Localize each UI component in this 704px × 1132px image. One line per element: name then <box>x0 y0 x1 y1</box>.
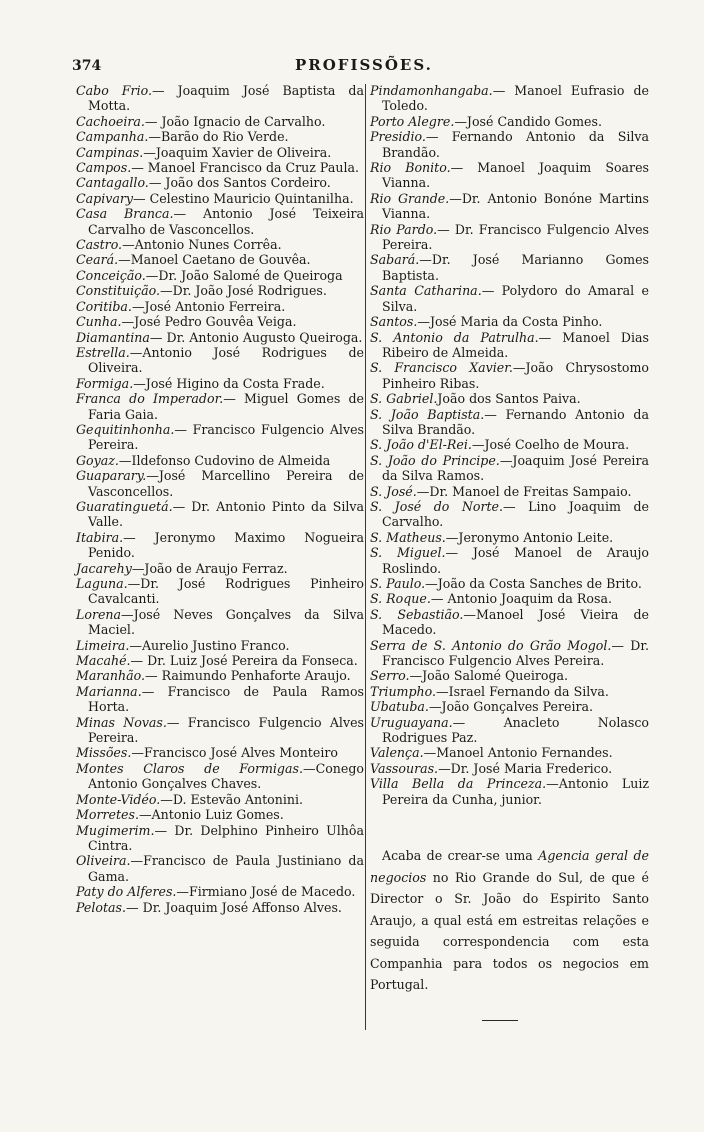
directory-entry <box>370 453 649 484</box>
entry-place: S. João Baptista. <box>370 406 485 422</box>
entry-place: Guaparary. <box>76 468 147 484</box>
entry-place: Serro. <box>370 668 410 684</box>
directory-entry <box>76 684 364 715</box>
entry-place: Macahé. <box>76 653 131 669</box>
entry-place: S. Miguel. <box>370 545 446 561</box>
directory-entry <box>370 360 649 391</box>
entry-place: Jacarehy <box>76 560 132 576</box>
entry-place: Lorena <box>76 606 122 622</box>
directory-entry <box>370 191 649 222</box>
entry-person: — Manoel Joaquim Soares Vianna. <box>382 160 649 191</box>
entry-person: —José Pedro Gouvêa Veiga. <box>121 314 297 330</box>
directory-entry <box>370 437 649 452</box>
directory-entry <box>370 684 649 699</box>
entry-place: Maranhão. <box>76 668 146 684</box>
directory-entry <box>76 745 364 760</box>
entry-place: Campos. <box>76 160 132 176</box>
entry-place: Goyaz. <box>76 452 119 468</box>
entry-place: Campinas. <box>76 144 144 160</box>
agency-notice <box>370 845 649 996</box>
directory-entry <box>370 699 649 714</box>
entry-place: Cunha. <box>76 314 122 330</box>
entry-place: Gequitinhonha. <box>76 421 175 437</box>
entry-place: Campanha. <box>76 129 149 145</box>
directory-entry <box>76 792 364 807</box>
entry-place: Presidio. <box>370 129 426 145</box>
entry-place: S. Antonio da Patrulha. <box>370 329 539 345</box>
running-title: PROFISSÕES. <box>295 56 433 74</box>
entry-person: — José Manoel de Araujo Roslindo. <box>382 545 650 576</box>
entry-place: Sabará. <box>370 252 420 268</box>
entry-place: Mugimerim. <box>76 822 155 838</box>
directory-entry <box>76 191 364 206</box>
entry-person: — Dr. Antonio Pinto da Silva Valle. <box>88 498 364 530</box>
entry-person: — Polydoro do Amaral e Silva. <box>382 283 649 314</box>
entry-place: Morretes. <box>76 807 139 823</box>
directory-entry <box>370 160 649 191</box>
directory-entry <box>76 391 364 422</box>
entry-place: Serra de S. Antonio do Grão Mogol. <box>370 637 612 653</box>
entry-person: —Antonio Luiz Gomes. <box>138 807 284 823</box>
directory-entry <box>370 530 649 545</box>
directory-entry <box>76 807 364 822</box>
entry-person: —Israel Fernando da Silva. <box>436 683 609 699</box>
entry-person: —Dr. José Rodrigues Pinheiro Cavalcanti. <box>88 576 364 607</box>
directory-entry <box>370 484 649 499</box>
entry-person: —José Neves Gonçalves da Silva Maciel. <box>88 606 364 638</box>
entry-place: S. Matheus. <box>370 529 446 545</box>
end-rule <box>482 1020 518 1021</box>
entry-place: Monte-Vidéo. <box>76 791 161 807</box>
entry-place: Conceição. <box>76 267 146 283</box>
entry-place: S. João do Principe. <box>370 452 500 468</box>
entry-person: —Joaquim Xavier de Oliveira. <box>143 144 332 160</box>
entry-person: —Conego Antonio Gonçalves Chaves. <box>88 760 364 792</box>
entry-place: Guaratinguetá. <box>76 498 173 514</box>
entry-place: Constituição. <box>76 283 161 299</box>
entry-person: —José Coelho de Moura. <box>471 437 630 453</box>
entry-person: —Joaquim José Pereira da Silva Ramos. <box>382 452 649 484</box>
directory-entry <box>76 453 364 468</box>
entry-person: — Jeronymo Maximo Nogueira Penido. <box>88 529 364 561</box>
directory-entry <box>76 900 364 915</box>
directory-entry <box>76 268 364 283</box>
entry-person: —Antonio Luiz Pereira da Cunha, junior. <box>382 776 649 807</box>
directory-entry <box>76 252 364 267</box>
entry-place: Paty do Alferes. <box>76 884 177 900</box>
entry-place: Santa Catharina. <box>370 283 482 299</box>
entry-person: — Lino Joaquim de Carvalho. <box>382 498 649 530</box>
entry-person: —Francisco José Alves Monteiro <box>131 745 338 761</box>
entry-person: —Aurelio Justino Franco. <box>129 637 290 653</box>
directory-entry <box>76 175 364 190</box>
directory-entry <box>76 114 364 129</box>
entry-person: —Manoel Antonio Fernandes. <box>423 745 613 761</box>
notice-text-italic: Agencia geral de negocios <box>370 848 650 885</box>
directory-entry <box>76 607 364 638</box>
entry-place: Villa Bella da Princeza. <box>370 776 547 792</box>
entry-place: Capivary <box>76 190 133 206</box>
entry-place: Montes Claros de Formigas. <box>76 760 303 776</box>
directory-entry <box>76 576 364 607</box>
entry-person: —Manoel José Vieira de Macedo. <box>382 606 649 638</box>
entry-person: — Anacleto Nolasco Rodrigues Paz. <box>382 714 649 746</box>
entry-person: — Dr. Delphino Pinheiro Ulhôa Cintra. <box>88 822 364 853</box>
directory-entry <box>370 607 649 638</box>
entry-place: S. José. <box>370 483 417 499</box>
entry-place: Ceará. <box>76 252 119 268</box>
directory-entry <box>76 345 364 376</box>
directory-entry <box>370 638 649 669</box>
entry-person: —João Salomé Queiroga. <box>409 668 569 684</box>
entry-person: —Dr. José Maria Frederico. <box>438 760 613 776</box>
entry-person: — Francisco de Paula Ramos Horta. <box>88 683 364 715</box>
entry-place: Missões. <box>76 745 132 761</box>
directory-entry <box>76 376 364 391</box>
entry-place: Triumpho. <box>370 683 437 699</box>
entry-place: Estrella. <box>76 344 130 360</box>
directory-entry <box>76 653 364 668</box>
directory-entry <box>76 499 364 530</box>
entry-person: — Manoel Francisco da Cruz Paula. <box>131 160 359 176</box>
entry-place: Cachoeira. <box>76 113 145 129</box>
entry-person: —Barão do Rio Verde. <box>148 129 289 145</box>
entry-person: — Miguel Gomes de Faria Gaia. <box>88 391 364 422</box>
notice-text-before: Acaba de crear-se uma <box>382 848 539 864</box>
directory-entry <box>76 129 364 144</box>
entry-person: —Dr. Manoel de Freitas Sampaio. <box>416 483 632 499</box>
directory-entry <box>370 668 649 683</box>
entry-person: — Dr. Antonio Augusto Queiroga. <box>149 329 363 345</box>
directory-entry <box>76 530 364 561</box>
entry-person: — Raimundo Penhaforte Araujo. <box>145 668 351 684</box>
directory-entry <box>370 314 649 329</box>
entry-person: — Manoel Dias Ribeiro de Almeida. <box>382 329 649 360</box>
directory-entry <box>76 283 364 298</box>
entry-person: —José Candido Gomes. <box>454 113 602 129</box>
entry-person: — Dr. Joaquim José Affonso Alves. <box>126 899 342 915</box>
page-number: 374 <box>72 58 102 74</box>
entry-person: —José Higino da Costa Frade. <box>133 375 325 391</box>
entry-person: —Ildefonso Cudovino de Almeida <box>118 452 331 468</box>
right-entries <box>370 83 649 807</box>
directory-entry <box>76 561 364 576</box>
directory-entry <box>370 83 649 114</box>
entry-place: Coritiba. <box>76 298 132 314</box>
directory-entry <box>370 252 649 283</box>
directory-entry <box>76 638 364 653</box>
entry-person: —José Marcellino Pereira de Vasconcellos. <box>88 468 364 499</box>
directory-entry <box>76 853 364 884</box>
entry-person: — Fernando Antonio da Silva Brandão. <box>382 129 649 160</box>
directory-entry <box>76 330 364 345</box>
entry-place: Cabo Frio. <box>76 83 152 98</box>
entry-person: —Dr. Antonio Bonóne Martins Vianna. <box>382 190 649 222</box>
directory-entry <box>370 499 649 530</box>
entry-place: Rio Bonito. <box>370 160 451 176</box>
directory-entry <box>370 715 649 746</box>
entry-person: João dos Santos Paiva. <box>437 391 581 407</box>
entry-person: —José Maria da Costa Pinho. <box>417 314 603 330</box>
entry-place: Porto Alegre. <box>370 113 455 129</box>
entry-place: S. Roque. <box>370 591 431 607</box>
entry-person: —Firmiano José de Macedo. <box>176 884 356 900</box>
entry-place: Valença. <box>370 745 424 761</box>
directory-entry <box>76 206 364 237</box>
entry-place: Cantagallo. <box>76 175 149 191</box>
directory-entry <box>370 222 649 253</box>
directory-entry <box>370 576 649 591</box>
directory-entry <box>76 237 364 252</box>
entry-place: Rio Grande. <box>370 190 450 206</box>
entry-place: S. João d'El-Rei. <box>370 437 472 453</box>
entry-place: Casa Branca. <box>76 206 174 222</box>
entry-person: —Antonio José Rodrigues de Oliveira. <box>88 344 364 376</box>
directory-entry <box>370 745 649 760</box>
directory-entry <box>76 145 364 160</box>
directory-entry <box>370 776 649 807</box>
left-column <box>76 83 364 915</box>
directory-entry <box>370 283 649 314</box>
entry-person: — Dr. Luiz José Pereira da Fonseca. <box>130 653 358 669</box>
entry-person: — Antonio José Teixeira Carvalho de Vasconcellos. <box>88 206 364 237</box>
directory-entry <box>76 823 364 854</box>
entry-place: Minas Novas. <box>76 714 167 730</box>
entry-place: Pelotas. <box>76 899 127 915</box>
entry-place: S. José do Norte. <box>370 498 504 514</box>
entry-person: —José Antonio Ferreira. <box>131 298 286 314</box>
directory-entry <box>370 761 649 776</box>
entry-place: Oliveira. <box>76 853 131 869</box>
directory-entry <box>76 299 364 314</box>
entry-person: — Antonio Joaquim da Rosa. <box>430 591 612 607</box>
entry-place: Marianna. <box>76 683 142 699</box>
directory-entry <box>370 129 649 160</box>
entry-person: —Francisco de Paula Justiniano da Gama. <box>88 853 364 884</box>
entry-place: Vassouras. <box>370 760 439 776</box>
entry-person: —Manoel Caetano de Gouvêa. <box>118 252 311 268</box>
entry-place: Ubatuba. <box>370 699 429 715</box>
entry-person: — Dr. Francisco Fulgencio Alves Pereira. <box>382 221 649 253</box>
directory-entry <box>76 422 364 453</box>
entry-place: S. Gabriel. <box>370 391 438 407</box>
entry-place: Laguna. <box>76 576 128 591</box>
directory-entry <box>76 668 364 683</box>
entry-place: Castro. <box>76 237 123 253</box>
right-column <box>370 83 649 1021</box>
entry-person: — João dos Santos Cordeiro. <box>148 175 331 191</box>
directory-entry <box>76 761 364 792</box>
entry-person: —Dr. João José Rodrigues. <box>160 283 327 299</box>
directory-entry <box>370 591 649 606</box>
entry-person: — Joaquim José Baptista da Motta. <box>88 83 364 114</box>
entry-person: —Jeronymo Antonio Leite. <box>445 529 614 545</box>
entry-person: — Francisco Fulgencio Alves Pereira. <box>88 421 364 453</box>
entry-place: Itabira. <box>76 529 124 545</box>
entry-place: Uruguayana. <box>370 714 453 730</box>
entry-person: — Francisco Fulgencio Alves Pereira. <box>88 714 364 746</box>
directory-entry <box>76 160 364 175</box>
directory-entry <box>76 715 364 746</box>
entry-person: —D. Estevão Antonini. <box>160 791 303 807</box>
entry-place: Pindamonhangaba. <box>370 83 493 98</box>
column-divider <box>365 84 366 1030</box>
entry-place: Diamantina <box>76 329 150 345</box>
notice-text-after: no Rio Grande do Sul, de que é Director o Sr. João do Espirito Santo Araujo, a qual está em estreitas relações e seguida correspondencia com esta Companhia para todos os negocios em Portugal. <box>370 869 649 993</box>
entry-person: —João da Costa Sanches de Brito. <box>425 576 642 591</box>
entry-person: —Dr. João Salomé de Queiroga <box>145 267 343 283</box>
directory-entry <box>370 407 649 438</box>
directory-entry <box>76 314 364 329</box>
entry-person: — João Ignacio de Carvalho. <box>144 113 326 129</box>
entry-person: — Dr. Francisco Fulgencio Alves Pereira. <box>382 637 649 669</box>
entry-person: — Manoel Eufrasio de Toledo. <box>382 83 649 114</box>
directory-entry <box>370 330 649 361</box>
entry-person: — Fernando Antonio da Silva Brandão. <box>382 406 650 437</box>
entry-place: Rio Pardo. <box>370 221 438 237</box>
entry-place: Limeira. <box>76 637 130 653</box>
directory-entry <box>76 884 364 899</box>
entry-place: S. Paulo. <box>370 576 426 591</box>
entry-place: Santos. <box>370 314 418 330</box>
entry-person: —João Gonçalves Pereira. <box>428 699 594 715</box>
entry-person: — Celestino Mauricio Quintanilha. <box>133 190 354 206</box>
entry-place: Franca do Imperador. <box>76 391 224 407</box>
directory-entry <box>370 545 649 576</box>
entry-person: —João Chrysostomo Pinheiro Ribas. <box>382 360 650 391</box>
entry-person: —Dr. José Marianno Gomes Baptista. <box>382 252 649 283</box>
directory-entry <box>76 83 364 114</box>
entry-person: —João de Araujo Ferraz. <box>131 560 288 576</box>
entry-place: Formiga. <box>76 375 134 391</box>
entry-person: —Antonio Nunes Corrêa. <box>122 237 282 253</box>
entry-place: S. Sebastião. <box>370 606 464 622</box>
directory-entry <box>76 468 364 499</box>
directory-entry <box>370 391 649 406</box>
directory-entry <box>370 114 649 129</box>
entry-place: S. Francisco Xavier. <box>370 360 513 376</box>
